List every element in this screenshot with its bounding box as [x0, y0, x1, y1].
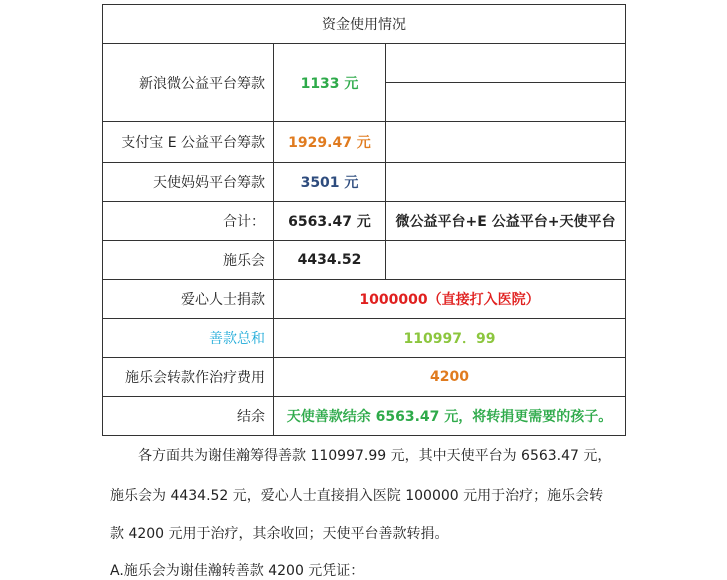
row-label-sina: 新浪微公益平台筹款 — [103, 44, 274, 122]
fund-usage-table — [102, 4, 626, 436]
row-label-alipay: 支付宝 E 公益平台筹款 — [103, 122, 274, 163]
row-label-shile: 施乐会 — [103, 241, 274, 280]
row-note-total: 微公益平台+E 公益平台+天使平台 — [386, 202, 626, 241]
summary-paragraph-line-3: 款 4200 元用于治疗，其余收回；天使平台善款转捐。 — [110, 526, 449, 542]
row-label-transfer: 施乐会转款作治疗费用 — [103, 358, 274, 397]
empty-cell — [386, 122, 626, 163]
row-label-sum: 善款总和 — [103, 319, 274, 358]
row-label-total: 合计： — [103, 202, 274, 241]
row-value-alipay: 1929.47 元 — [274, 122, 386, 163]
row-value-balance: 天使善款结余 6563.47 元，将转捐更需要的孩子。 — [274, 397, 626, 436]
empty-cell — [386, 241, 626, 280]
row-value-total: 6563.47 元 — [274, 202, 386, 241]
voucher-caption: A.施乐会为谢佳瀚转善款 4200 元凭证： — [110, 563, 365, 579]
row-label-donors: 爱心人士捐款 — [103, 280, 274, 319]
table-title: 资金使用情况 — [103, 5, 626, 44]
summary-paragraph-line-2: 施乐会为 4434.52 元，爱心人士直接捐入医院 100000 元用于治疗；施乐会转 — [110, 488, 604, 504]
summary-paragraph-line-1: 各方面共为谢佳瀚筹得善款 110997.99 元，其中天使平台为 6563.47 元， — [138, 448, 612, 464]
row-value-sina: 1133 元 — [274, 44, 386, 122]
row-label-angel: 天使妈妈平台筹款 — [103, 163, 274, 202]
empty-cell — [386, 44, 626, 83]
row-value-sum: 110997．99 — [274, 319, 626, 358]
row-value-shile: 4434.52 — [274, 241, 386, 280]
row-value-transfer: 4200 — [274, 358, 626, 397]
row-value-angel: 3501 元 — [274, 163, 386, 202]
empty-cell — [386, 163, 626, 202]
row-value-donors: 1000000（直接打入医院） — [274, 280, 626, 319]
row-label-balance: 结余 — [103, 397, 274, 436]
empty-cell — [386, 83, 626, 122]
